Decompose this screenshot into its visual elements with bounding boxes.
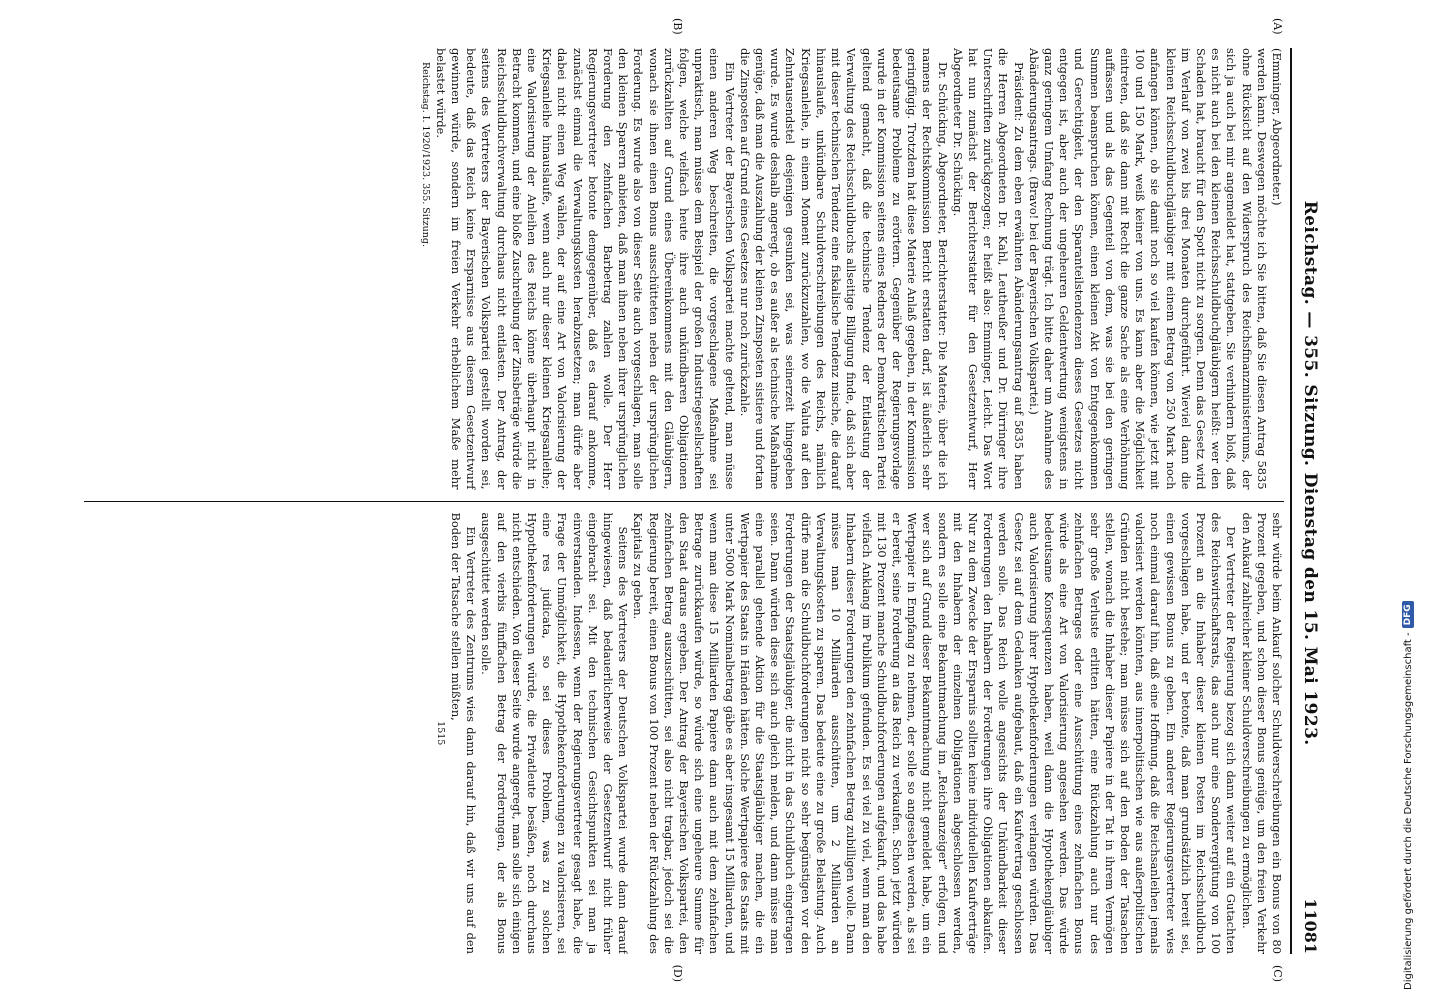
margin-marker-a: (A) [1271,18,1284,35]
header-rule [1290,48,1292,954]
speaker-note: (Emminger, Abgeordneter.) [1270,48,1284,206]
right-column [84,513,1284,955]
right-paragraph-2: Der Vertreter der Regierung bezog sich dann weiter auf ein Gutachten des Reichswirtschaftsrats, das auch nur eine Sondervergütung von 100 Prozent an die Inhaber dieser kleinen Posten im Reichsschuldbuch vorgeschlagen habe, und er betonte, daß man grundsätzlich bereit sei, einen gewissen Bonus zu geben. Ein anderer Regierungsvertreter wies noch einmal darauf hin, daß eine Hoffnung, daß die Reichsanleihen jemals valorisiert werden könnten, aus innerpolitischen wie aus außerpolitischen Gründen nicht bestehe; man müsse sich auf den Boden der Tatsachen stellen, wonach die Inhaber dieser Papiere in der Tat in ihrem Vermögen sehr große Verluste erlitten hätten, eine Rückzahlung auch nur des zehnfachen Betrages oder eine Ausschüttung eines zehnfachen Bonus würde als eine Art von Valorisierung angesehen werden. Das würde bedeutsame Konsequenzen haben, weil dann die Hypothekengläubiger auch Valorisierung ihrer Hypothekenforderungen verlangen würden. Das Gesetz sei auf dem Gedanken aufgebaut, daß ein Kaufvertrag geschlossen werden solle. Das Reich wolle angesichts der Unkündbarkeit dieser Forderungen den Inhabern der Forderungen ihre Obligationen abkaufen. Nur zu dem Zwecke der Ersparnis sollten keine individuellen Kaufverträge mit den Inhabern der einzelnen Obligationen abgeschlossen werden, sondern es solle eine Bekanntmachung im „Reichsanzeiger“ erfolgen, und wer sich auf Grund dieser Bekanntmachung nicht gemeldet habe, um ein Wertpapier in Empfang zu nehmen, der solle so angesehen werden, als sei er bereit, seine Forderung an das Reich zu verkaufen. Schon jetzt würden mit 130 Prozent manche Schuldbuchforderungen aufgekauft, und das habe vielfach Anklang im Publikum gefunden. Es sei viel zu viel, wenn man den Inhabern dieser Forderungen den zehnfachen Betrag zubilligen wolle. Dann müsse man 10 Milliarden ausschütten, um 2 Milliarden an Verwaltungskosten zu sparen. Das bedeute eine zu große Belastung. Auch dürfe man die Schuldbuchforderungen nicht so sehr begünstigen vor den Forderungen der Staatsgläubiger, die nicht in das Schuldbuch eingetragen seien. Dann würden diese sich auch gleich melden, und dann müsse man eine parallel gehende Aktion für die Staatsgläubiger machen, die ein Wertpapier des Staats in Händen hätten. Solche Wertpapiere des Staats mit unter 5000 Mark Nominalbetrag gäbe es aber insgesamt 15 Milliarden, und wenn man diese 15 Milliarden Papiere dann auch mit dem zehnfachen Betrage zurückkaufen würde, so würde sich eine ungeheure Summe für den Staat daraus ergeben. Der Antrag der Bayerischen Volkspartei, den zehnfachen Betrag auszuschütten, sei also nicht tragbar, jedoch sei die Regierung bereit, einen Bonus von 100 Prozent neben der Rückzahlung des Kapitals zu geben. [631,512,1239,954]
digitization-credit [1398,0,1418,990]
page-title: Reichstag. — 355. Sitzung. Dienstag den 15. Mai 1923. [1300,200,1320,746]
right-paragraph-3: Seitens des Vertreters der Deutschen Volkspartei wurde dann darauf hingewiesen, daß bedauerlicherweise der Gesetzentwurf nicht früher eingebracht sei. Mit den technischen Gesichtspunkten sei man ja einverstanden. Indessen, wenn der Regierungsvertreter gesagt habe, die Frage der Unmöglichkeit, die Hypothekenforderungen zu valorisieren, sei eine res judicata, so sei dieses Problem, was zu solchen Hypothekenforderungen würde, die Privatleute besäßen, noch durchaus nicht entschieden. Von dieser Seite wurde angeregt, man solle sich einigen auf den vierbis fünffachen Betrag der Forderungen, der als Bonus ausgeschüttet werden solle. [479,512,631,954]
right-paragraph-4: Ein Vertreter des Zentrums wies dann darauf hin, daß wir uns auf den Boden der Tatsache stellen müßten, [449,512,479,954]
left-column [84,48,1284,490]
page-header [1294,48,1320,954]
rotated-scan-area [30,12,1340,982]
left-paragraph-4: Ein Vertreter der Bayerischen Volkspartei machte geltend, man müsse einen anderen Weg beschreiten, die vorgeschlagene Maßnahme sei unpraktisch, man müsse dem Beispiel der großen Industriegesellschaften folgen, welche vielfach heute ihre auch unkündbaren Obligationen zurückzahlten auf Grund eines Übereinkommens mit den Gläubigern, wonach sie ihnen einen Bonus ausschütteten neben der ursprünglichen Forderung. Es wurde also von dieser Seite auch vorgeschlagen, man solle den kleinen Sparern anbieten, daß man ihnen neben ihrer ursprünglichen Forderung den zehnfachen Barbetrag zahlen wolle. Der Herr Regierungsvertreter betonte demgegenüber, daß es darauf ankomme, zunächst einmal die Verwaltungskosten herabzusetzen; man dürfe aber dabei nicht einen Weg wählen, der auf eine Art von Valorisierung der Kriegsanleihe hinauslaufe, wenn auch nur dieser kleinen Kriegsanleihe; eine Valorisierung der Anleihen des Reichs könne überhaupt nicht in Betracht kommen, und eine bloße Zuschreibung der Zinsbeträge würde die Reichsschuldbuchverwaltung durchaus nicht entlasten. Der Antrag, der seitens des Vertreters der Bayerischen Volkspartei gestellt worden sei, bedeute, daß das Reich keine Ersparnisse aus diesem Gesetzentwurf gewinnen würde, sondern im freien Verkehr erheblichem Maße mehr belastet würde. [433,48,737,490]
sheet-number: 1515 [434,721,446,746]
left-paragraph-3: Dr. Schücking, Abgeordneter, Berichterstatter: Die Materie, über die ich namens der Rechtskommission Bericht erstatten darf, ist äußerlich sehr geringfügig. Trotzdem hat diese Materie Anlaß gegeben, in der Kommission bedeutsame Probleme zu erörtern. Gegenüber der Regierungsvorlage wurde in der Kommission seitens eines Redners der Demokratischen Partei geltend gemacht, daß die technische Tendenz der Entlastung der Verwaltung des Reichsschuldbuchs allseitige Billigung finde, daß sich aber mit dieser technischen Tendenz eine fiskalische Tendenz mische, die darauf hinauslaufe, unkündbare Schuldverschreibungen des Reichs, nämlich Kriegsanleihe, in einem Moment zurückzuzahlen, wo die Valuta auf den Zehntausendstel desjenigen gesunken sei, was seinerzeit hingegeben wurde. Es wurde deshalb angeregt, ob es außer als technische Maßnahme genüge, daß man die Auszahlung der kleinen Zinsposten sistiere und fortan die Zinsposten auf Grund eines Gesetzes nur noch zurückzahle. [737,48,950,490]
dfg-logo: DFG [1402,601,1414,628]
margin-marker-b: (B) [671,18,684,35]
page-number: 11081 [1301,898,1320,954]
document-page [30,12,1340,982]
credit-text: Digitalisierung gefördert durch die Deutsche Forschungsgemeinschaft - [1402,632,1414,990]
margin-marker-c: (C) [1271,965,1284,982]
left-footnote: Reichstag. I. 1920/1923. 355. Sitzung. [419,62,431,247]
left-paragraph-2: Präsident: Zu dem eben erwähnten Abänderungsantrag auf 5835 haben die Herren Abgeordneten Dr. Kahl, Leutheußer und Dr. Dürringer ihre Unterschriften zurückgezogen; er heißt also: Emminger, Leicht. Das Wort hat nun zunächst der Berichterstatter für den Gesetzentwurf, Herr Abgeordneter Dr. Schücking. [950,48,1026,490]
column-divider [84,501,1284,502]
text-columns [84,18,1284,982]
left-paragraph-1: werden kann. Deswegen möchte ich Sie bitten, daß Sie diesen Antrag 5835 ohne Rücksicht auf den Widerspruch des Reichsfinanzministeriums, der sich ja auch bei mir angemeldet hat, stattgeben. Sie verhindern bloß, daß es nicht auch bei den kleinen Reichsschuldbuchgläubigern heißt: wer den Schaden hat, braucht für den Spott nicht zu sorgen. Denn das Gesetz wird im Verlauf von zwei bis drei Monaten durchgeführt. Wieviel dann die kleinen Reichsschuldbuchgläubiger mit einem Betrag von 250 Mark noch anfangen können, ob sie damit noch so viel kaufen können, wie jetzt mit 100 und 150 Mark, weiß keiner von uns. Es kann aber die Möglichkeit eintreten, daß sie dann mit Recht die ganze Sache als eine Verhöhnung auffassen und als das Gegenteil von dem, was sie bei den geringen Summen beanspruchen können, einen kleinen Akt von Entgegenkommen und Gerechtigkeit, der den Sparanteilstendenzen dieses Gesetzes nicht entgegen ist, aber auch der ungeheuren Geldentwertung wenigstens in ganz geringem Umfang Rechnung trägt. Ich bitte daher um Annahme des Abänderungsantrags. (Bravo! bei der Bayerischen Volkspartei.) [1026,48,1269,490]
margin-marker-d: (D) [671,964,684,982]
right-paragraph-1: sehr würde beim Ankauf solcher Schuldverschreibungen ein Bonus von 80 Prozent gegeben, und schon dieser Bonus genüge, um den freien Verkehr den Ankauf zahlreicher kleiner Schuldverschreibungen zu ermöglichen. [1239,512,1284,954]
